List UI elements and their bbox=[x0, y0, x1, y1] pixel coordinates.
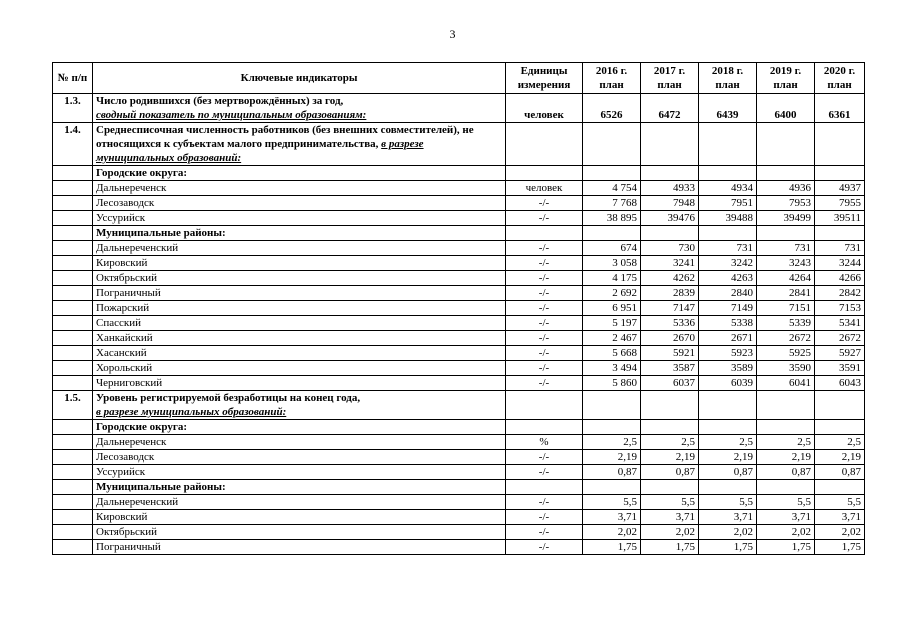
row-value: 1,75 bbox=[583, 540, 641, 555]
table-row bbox=[53, 525, 865, 540]
row-value: 38 895 bbox=[583, 211, 641, 226]
empty-cell bbox=[53, 241, 93, 256]
row-value: 7953 bbox=[757, 196, 815, 211]
col-header-num: № п/п bbox=[53, 63, 93, 94]
table-row bbox=[53, 301, 865, 316]
row-value: 3591 bbox=[815, 361, 865, 376]
empty-cell bbox=[53, 256, 93, 271]
row-value: 2671 bbox=[699, 331, 757, 346]
header-row bbox=[53, 63, 865, 94]
row-name: Дальнереченский bbox=[93, 241, 506, 256]
row-name: Октябрьский bbox=[93, 525, 506, 540]
row-value: 5336 bbox=[641, 316, 699, 331]
row-unit: -/- bbox=[506, 316, 583, 331]
row-name: Дальнереченск bbox=[93, 435, 506, 450]
row-value: 3587 bbox=[641, 361, 699, 376]
row-unit: -/- bbox=[506, 331, 583, 346]
row-value: 5921 bbox=[641, 346, 699, 361]
row-unit: человек bbox=[506, 181, 583, 196]
row-value: 2,19 bbox=[641, 450, 699, 465]
row-name: Уссурийск bbox=[93, 211, 506, 226]
row-value: 6043 bbox=[815, 376, 865, 391]
col-header-year: 2019 г. план bbox=[757, 63, 815, 94]
row-name: Ханкайский bbox=[93, 331, 506, 346]
row-value: 7149 bbox=[699, 301, 757, 316]
col-header-unit: Единицы измерения bbox=[506, 63, 583, 94]
row-unit: -/- bbox=[506, 540, 583, 555]
row-value: 5,5 bbox=[757, 495, 815, 510]
empty-cell bbox=[53, 510, 93, 525]
row-value: 5 860 bbox=[583, 376, 641, 391]
empty-cell bbox=[699, 420, 757, 435]
table-row bbox=[53, 331, 865, 346]
table-row bbox=[53, 450, 865, 465]
row-value: 2,19 bbox=[699, 450, 757, 465]
row-value: 5,5 bbox=[641, 495, 699, 510]
table-row bbox=[53, 271, 865, 286]
empty-cell bbox=[699, 391, 757, 420]
indicators-table bbox=[52, 62, 865, 555]
row-value: 2,19 bbox=[757, 450, 815, 465]
row-value: 3 058 bbox=[583, 256, 641, 271]
row-unit: -/- bbox=[506, 465, 583, 480]
row-value: 2,5 bbox=[815, 435, 865, 450]
table-row bbox=[53, 510, 865, 525]
row-value: 3243 bbox=[757, 256, 815, 271]
row-name: Черниговский bbox=[93, 376, 506, 391]
row-value: 2,02 bbox=[757, 525, 815, 540]
section-code: 1.3. bbox=[53, 94, 93, 123]
empty-cell bbox=[641, 226, 699, 241]
row-name: Дальнереченский bbox=[93, 495, 506, 510]
row-value: 4934 bbox=[699, 181, 757, 196]
row-value: 0,87 bbox=[757, 465, 815, 480]
row-name: Октябрьский bbox=[93, 271, 506, 286]
table-row bbox=[53, 256, 865, 271]
group-row bbox=[53, 226, 865, 241]
row-value: 3,71 bbox=[699, 510, 757, 525]
row-name: Пожарский bbox=[93, 301, 506, 316]
row-value: 39476 bbox=[641, 211, 699, 226]
row-value: 2,5 bbox=[699, 435, 757, 450]
row-unit: -/- bbox=[506, 271, 583, 286]
row-name: Кировский bbox=[93, 256, 506, 271]
section-title-main: Среднесписочная численность работников (без внешних совместителей), не относящихся к субъектам малого предпринимательства, bbox=[96, 124, 474, 150]
group-row bbox=[53, 480, 865, 495]
empty-cell bbox=[757, 166, 815, 181]
section-title bbox=[93, 94, 506, 123]
row-name: Хорольский bbox=[93, 361, 506, 376]
empty-cell bbox=[757, 226, 815, 241]
row-value: 3241 bbox=[641, 256, 699, 271]
empty-cell bbox=[53, 495, 93, 510]
row-name: Спасский bbox=[93, 316, 506, 331]
row-value: 3244 bbox=[815, 256, 865, 271]
row-value: 7153 bbox=[815, 301, 865, 316]
row-value: 3 494 bbox=[583, 361, 641, 376]
row-name: Пограничный bbox=[93, 286, 506, 301]
row-name: Лесозаводск bbox=[93, 450, 506, 465]
value-cell: 6472 bbox=[641, 94, 699, 123]
table-row bbox=[53, 540, 865, 555]
empty-cell bbox=[53, 465, 93, 480]
row-value: 2,02 bbox=[641, 525, 699, 540]
empty-cell bbox=[757, 123, 815, 166]
row-value: 4262 bbox=[641, 271, 699, 286]
row-value: 4937 bbox=[815, 181, 865, 196]
row-unit: -/- bbox=[506, 376, 583, 391]
row-unit: -/- bbox=[506, 211, 583, 226]
row-value: 0,87 bbox=[815, 465, 865, 480]
row-value: 1,75 bbox=[815, 540, 865, 555]
empty-cell bbox=[815, 391, 865, 420]
row-value: 7955 bbox=[815, 196, 865, 211]
empty-cell bbox=[53, 361, 93, 376]
row-value: 4 754 bbox=[583, 181, 641, 196]
empty-cell bbox=[815, 166, 865, 181]
value-cell: 6361 bbox=[815, 94, 865, 123]
table-row bbox=[53, 181, 865, 196]
row-unit: -/- bbox=[506, 346, 583, 361]
row-value: 1,75 bbox=[641, 540, 699, 555]
empty-cell bbox=[53, 540, 93, 555]
row-value: 4266 bbox=[815, 271, 865, 286]
row-value: 1,75 bbox=[757, 540, 815, 555]
section-title-main: Число родившихся (без мертворождённых) за год, bbox=[96, 95, 344, 107]
row-value: 39511 bbox=[815, 211, 865, 226]
empty-cell bbox=[506, 480, 583, 495]
group-row bbox=[53, 420, 865, 435]
row-value: 5,5 bbox=[699, 495, 757, 510]
row-value: 2,19 bbox=[815, 450, 865, 465]
empty-cell bbox=[506, 420, 583, 435]
empty-cell bbox=[53, 435, 93, 450]
group-label: Городские округа: bbox=[93, 420, 506, 435]
row-value: 7948 bbox=[641, 196, 699, 211]
row-value: 3590 bbox=[757, 361, 815, 376]
row-value: 2,19 bbox=[583, 450, 641, 465]
row-value: 5341 bbox=[815, 316, 865, 331]
section-code: 1.5. bbox=[53, 391, 93, 420]
section-title-sub: в разрезе муниципальных образований: bbox=[96, 138, 424, 164]
row-value: 5923 bbox=[699, 346, 757, 361]
row-value: 3,71 bbox=[583, 510, 641, 525]
table-row bbox=[53, 435, 865, 450]
empty-cell bbox=[641, 480, 699, 495]
empty-cell bbox=[53, 211, 93, 226]
row-value: 3242 bbox=[699, 256, 757, 271]
row-unit: % bbox=[506, 435, 583, 450]
row-value: 2,02 bbox=[699, 525, 757, 540]
empty-cell bbox=[699, 123, 757, 166]
row-unit: -/- bbox=[506, 301, 583, 316]
row-value: 2,5 bbox=[757, 435, 815, 450]
row-value: 0,87 bbox=[641, 465, 699, 480]
row-unit: -/- bbox=[506, 256, 583, 271]
empty-cell bbox=[53, 316, 93, 331]
row-unit: -/- bbox=[506, 495, 583, 510]
empty-cell bbox=[53, 376, 93, 391]
row-value: 4263 bbox=[699, 271, 757, 286]
row-value: 0,87 bbox=[699, 465, 757, 480]
empty-cell bbox=[641, 166, 699, 181]
row-unit: -/- bbox=[506, 510, 583, 525]
empty-cell bbox=[53, 301, 93, 316]
row-value: 1,75 bbox=[699, 540, 757, 555]
row-value: 2839 bbox=[641, 286, 699, 301]
row-name: Пограничный bbox=[93, 540, 506, 555]
empty-cell bbox=[53, 166, 93, 181]
empty-cell bbox=[53, 331, 93, 346]
row-value: 0,87 bbox=[583, 465, 641, 480]
section-code: 1.4. bbox=[53, 123, 93, 166]
row-value: 2,5 bbox=[583, 435, 641, 450]
row-name: Дальнереченск bbox=[93, 181, 506, 196]
table-row bbox=[53, 241, 865, 256]
row-value: 7147 bbox=[641, 301, 699, 316]
row-value: 39499 bbox=[757, 211, 815, 226]
row-value: 5 668 bbox=[583, 346, 641, 361]
row-value: 39488 bbox=[699, 211, 757, 226]
row-unit: -/- bbox=[506, 361, 583, 376]
col-header-year: 2018 г. план bbox=[699, 63, 757, 94]
row-unit: -/- bbox=[506, 450, 583, 465]
section-title bbox=[93, 123, 506, 166]
empty-cell bbox=[506, 123, 583, 166]
row-value: 731 bbox=[757, 241, 815, 256]
row-value: 7151 bbox=[757, 301, 815, 316]
row-value: 5 197 bbox=[583, 316, 641, 331]
row-value: 4264 bbox=[757, 271, 815, 286]
empty-cell bbox=[815, 123, 865, 166]
row-value: 2840 bbox=[699, 286, 757, 301]
group-row bbox=[53, 166, 865, 181]
empty-cell bbox=[815, 226, 865, 241]
row-value: 6039 bbox=[699, 376, 757, 391]
row-value: 5925 bbox=[757, 346, 815, 361]
row-value: 731 bbox=[699, 241, 757, 256]
empty-cell bbox=[53, 450, 93, 465]
table-row bbox=[53, 316, 865, 331]
empty-cell bbox=[641, 391, 699, 420]
table-row bbox=[53, 376, 865, 391]
table-row bbox=[53, 465, 865, 480]
row-value: 3,71 bbox=[757, 510, 815, 525]
row-value: 6037 bbox=[641, 376, 699, 391]
empty-cell bbox=[583, 420, 641, 435]
col-header-year: 2016 г. план bbox=[583, 63, 641, 94]
row-value: 3,71 bbox=[641, 510, 699, 525]
table-row bbox=[53, 346, 865, 361]
row-value: 2672 bbox=[815, 331, 865, 346]
row-value: 2,02 bbox=[815, 525, 865, 540]
empty-cell bbox=[53, 181, 93, 196]
row-value: 4933 bbox=[641, 181, 699, 196]
empty-cell bbox=[53, 346, 93, 361]
empty-cell bbox=[53, 271, 93, 286]
row-name: Хасанский bbox=[93, 346, 506, 361]
empty-cell bbox=[699, 166, 757, 181]
empty-cell bbox=[757, 480, 815, 495]
table-row bbox=[53, 196, 865, 211]
row-value: 6041 bbox=[757, 376, 815, 391]
empty-cell bbox=[583, 391, 641, 420]
table-row bbox=[53, 211, 865, 226]
empty-cell bbox=[53, 286, 93, 301]
row-unit: -/- bbox=[506, 241, 583, 256]
section-row-1-3 bbox=[53, 94, 865, 123]
row-value: 3589 bbox=[699, 361, 757, 376]
row-value: 5,5 bbox=[815, 495, 865, 510]
group-label: Городские округа: bbox=[93, 166, 506, 181]
row-value: 7 768 bbox=[583, 196, 641, 211]
group-label: Муниципальные районы: bbox=[93, 226, 506, 241]
section-row-1-4 bbox=[53, 123, 865, 166]
section-title-sub: сводный показатель по муниципальным образованиям: bbox=[96, 109, 367, 121]
row-value: 5339 bbox=[757, 316, 815, 331]
empty-cell bbox=[815, 420, 865, 435]
table-row bbox=[53, 495, 865, 510]
empty-cell bbox=[815, 480, 865, 495]
empty-cell bbox=[53, 525, 93, 540]
empty-cell bbox=[53, 226, 93, 241]
section-row-1-5 bbox=[53, 391, 865, 420]
empty-cell bbox=[641, 420, 699, 435]
row-value: 674 bbox=[583, 241, 641, 256]
row-value: 4 175 bbox=[583, 271, 641, 286]
empty-cell bbox=[757, 391, 815, 420]
section-title-sub: в разрезе муниципальных образований: bbox=[96, 406, 287, 418]
value-cell: 6400 bbox=[757, 94, 815, 123]
row-value: 5338 bbox=[699, 316, 757, 331]
empty-cell bbox=[506, 391, 583, 420]
empty-cell bbox=[583, 226, 641, 241]
col-header-year: 2020 г. план bbox=[815, 63, 865, 94]
row-value: 2,02 bbox=[583, 525, 641, 540]
row-unit: -/- bbox=[506, 196, 583, 211]
value-cell: 6526 bbox=[583, 94, 641, 123]
empty-cell bbox=[641, 123, 699, 166]
empty-cell bbox=[757, 420, 815, 435]
row-value: 730 bbox=[641, 241, 699, 256]
empty-cell bbox=[699, 480, 757, 495]
row-value: 6 951 bbox=[583, 301, 641, 316]
row-value: 731 bbox=[815, 241, 865, 256]
empty-cell bbox=[506, 226, 583, 241]
empty-cell bbox=[583, 123, 641, 166]
row-value: 2672 bbox=[757, 331, 815, 346]
row-value: 2670 bbox=[641, 331, 699, 346]
row-name: Лесозаводск bbox=[93, 196, 506, 211]
row-name: Уссурийск bbox=[93, 465, 506, 480]
empty-cell bbox=[53, 480, 93, 495]
empty-cell bbox=[699, 226, 757, 241]
page-number: 3 bbox=[449, 27, 456, 41]
unit-cell: человек bbox=[506, 94, 583, 123]
col-header-indicator: Ключевые индикаторы bbox=[93, 63, 506, 94]
value-cell: 6439 bbox=[699, 94, 757, 123]
row-value: 2 467 bbox=[583, 331, 641, 346]
row-name: Кировский bbox=[93, 510, 506, 525]
empty-cell bbox=[53, 196, 93, 211]
section-title-main: Уровень регистрируемой безработицы на конец года, bbox=[96, 392, 361, 404]
col-header-year: 2017 г. план bbox=[641, 63, 699, 94]
row-value: 5927 bbox=[815, 346, 865, 361]
table-row bbox=[53, 286, 865, 301]
group-label: Муниципальные районы: bbox=[93, 480, 506, 495]
empty-cell bbox=[583, 166, 641, 181]
row-unit: -/- bbox=[506, 286, 583, 301]
row-unit: -/- bbox=[506, 525, 583, 540]
row-value: 3,71 bbox=[815, 510, 865, 525]
row-value: 2842 bbox=[815, 286, 865, 301]
row-value: 2 692 bbox=[583, 286, 641, 301]
row-value: 2,5 bbox=[641, 435, 699, 450]
row-value: 5,5 bbox=[583, 495, 641, 510]
row-value: 2841 bbox=[757, 286, 815, 301]
row-value: 4936 bbox=[757, 181, 815, 196]
section-title bbox=[93, 391, 506, 420]
empty-cell bbox=[53, 420, 93, 435]
empty-cell bbox=[506, 166, 583, 181]
row-value: 7951 bbox=[699, 196, 757, 211]
table-row bbox=[53, 361, 865, 376]
empty-cell bbox=[583, 480, 641, 495]
